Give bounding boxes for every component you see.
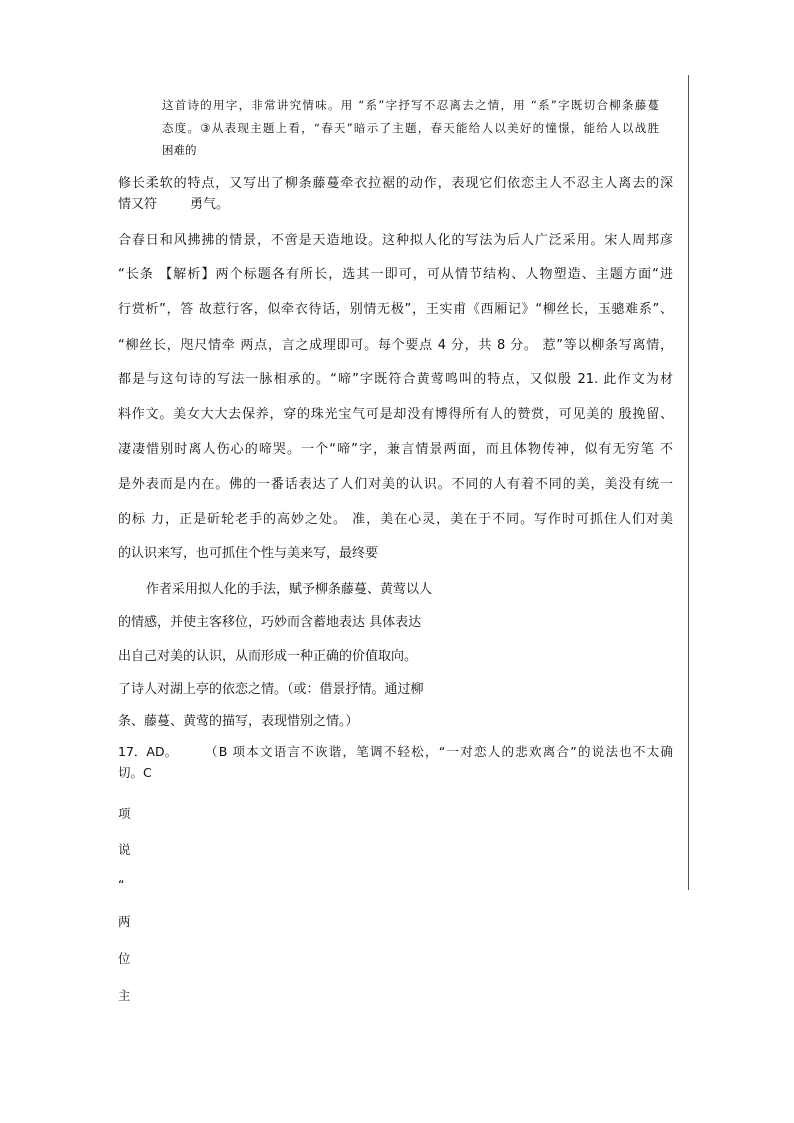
text-char: 说	[118, 842, 131, 857]
text-line: 的标 力，正是斫轮老手的高妙之处。 准，美在心灵，美在于不同。写作时可抓住人们对美	[118, 512, 673, 527]
text-line: 勇气。	[190, 197, 230, 212]
text-line: 修长柔软的特点，又写出了柳条藤蔓牵衣拉裾的动作，表现它们依恋主人不忍主人离去的深	[118, 176, 673, 191]
text-char: 项	[118, 806, 131, 821]
text-line: “长条 【解析】两个标题各有所长，选其一即可，可从情节结构、人物塑造、主题方面“进	[118, 267, 673, 282]
text-line: 凄凄惜别时离人伤心的啼哭。一个“啼”字，兼言情景两面，而且体物传神，似有无穷笔 不	[118, 442, 673, 457]
text-line: 困难的	[162, 143, 197, 157]
text-char: 位	[118, 951, 131, 966]
text-line: 情又符	[118, 197, 158, 212]
text-line: （B 项本文语言不诙谐，笔调不轻松，“一对恋人的悲欢离合”的说法也不太确	[205, 744, 673, 759]
text-line: 这首诗的用字，非常讲究情味。用 “系”字抒写不忍离去之情，用 “系”字既切合柳条藤蔓	[162, 98, 659, 112]
text-line: 的认识来写，也可抓住个性与美来写，最终要	[118, 546, 379, 561]
text-line: 料作文。美女大大去保养，穿的珠光宝气可是却没有博得所有人的赞赏，可见美的 殷挽留、	[118, 407, 673, 422]
text-line: 的情感，并使主客移位，巧妙而含蓄地表达 具体表达	[118, 615, 422, 630]
text-char: 两	[118, 914, 131, 929]
text-line: 合春日和风拂拂的情景，不啻是天造地设。这种拟人化的写法为后人广泛采用。宋人周邦彦	[118, 233, 673, 248]
text-line: 态度。③从表现主题上看，“春天”暗示了主题，春天能给人以美好的憧憬，能给人以战胜	[162, 121, 659, 135]
question-answer: 17．AD。	[118, 744, 178, 759]
text-line: “柳丝长，咫尺情牵 两点，言之成理即可。每个要点 4 分，共 8 分。 惹”等以柳条写离情，	[118, 338, 673, 353]
margin-rule	[688, 75, 689, 890]
text-char: “	[118, 877, 125, 892]
text-line: 切。C	[118, 765, 152, 780]
text-char: 主	[118, 988, 131, 1003]
text-line: 是外表而是内在。佛的一番话表达了人们对美的认识。不同的人有着不同的美，美没有统一	[118, 477, 673, 492]
text-line: 出自己对美的认识，从而形成一种正确的价值取向。	[118, 649, 418, 664]
text-line: 作者采用拟人化的手法，赋予柳条藤蔓、黄莺以人	[146, 582, 433, 597]
text-line: 都是与这句诗的写法一脉相承的。“啼”字既符合黄莺鸣叫的特点，又似殷 21. 此作文为材	[118, 372, 673, 387]
text-line: 条、藤蔓、黄莺的描写，表现惜别之情。）	[118, 714, 359, 729]
text-line: 了诗人对湖上亭的依恋之情。（或：借景抒情。通过柳	[118, 682, 424, 697]
text-line: 行赏析”，答 故惹行客，似牵衣待话，别情无极”，王实甫《西厢记》“柳丝长，玉骢难系”、	[118, 302, 673, 317]
